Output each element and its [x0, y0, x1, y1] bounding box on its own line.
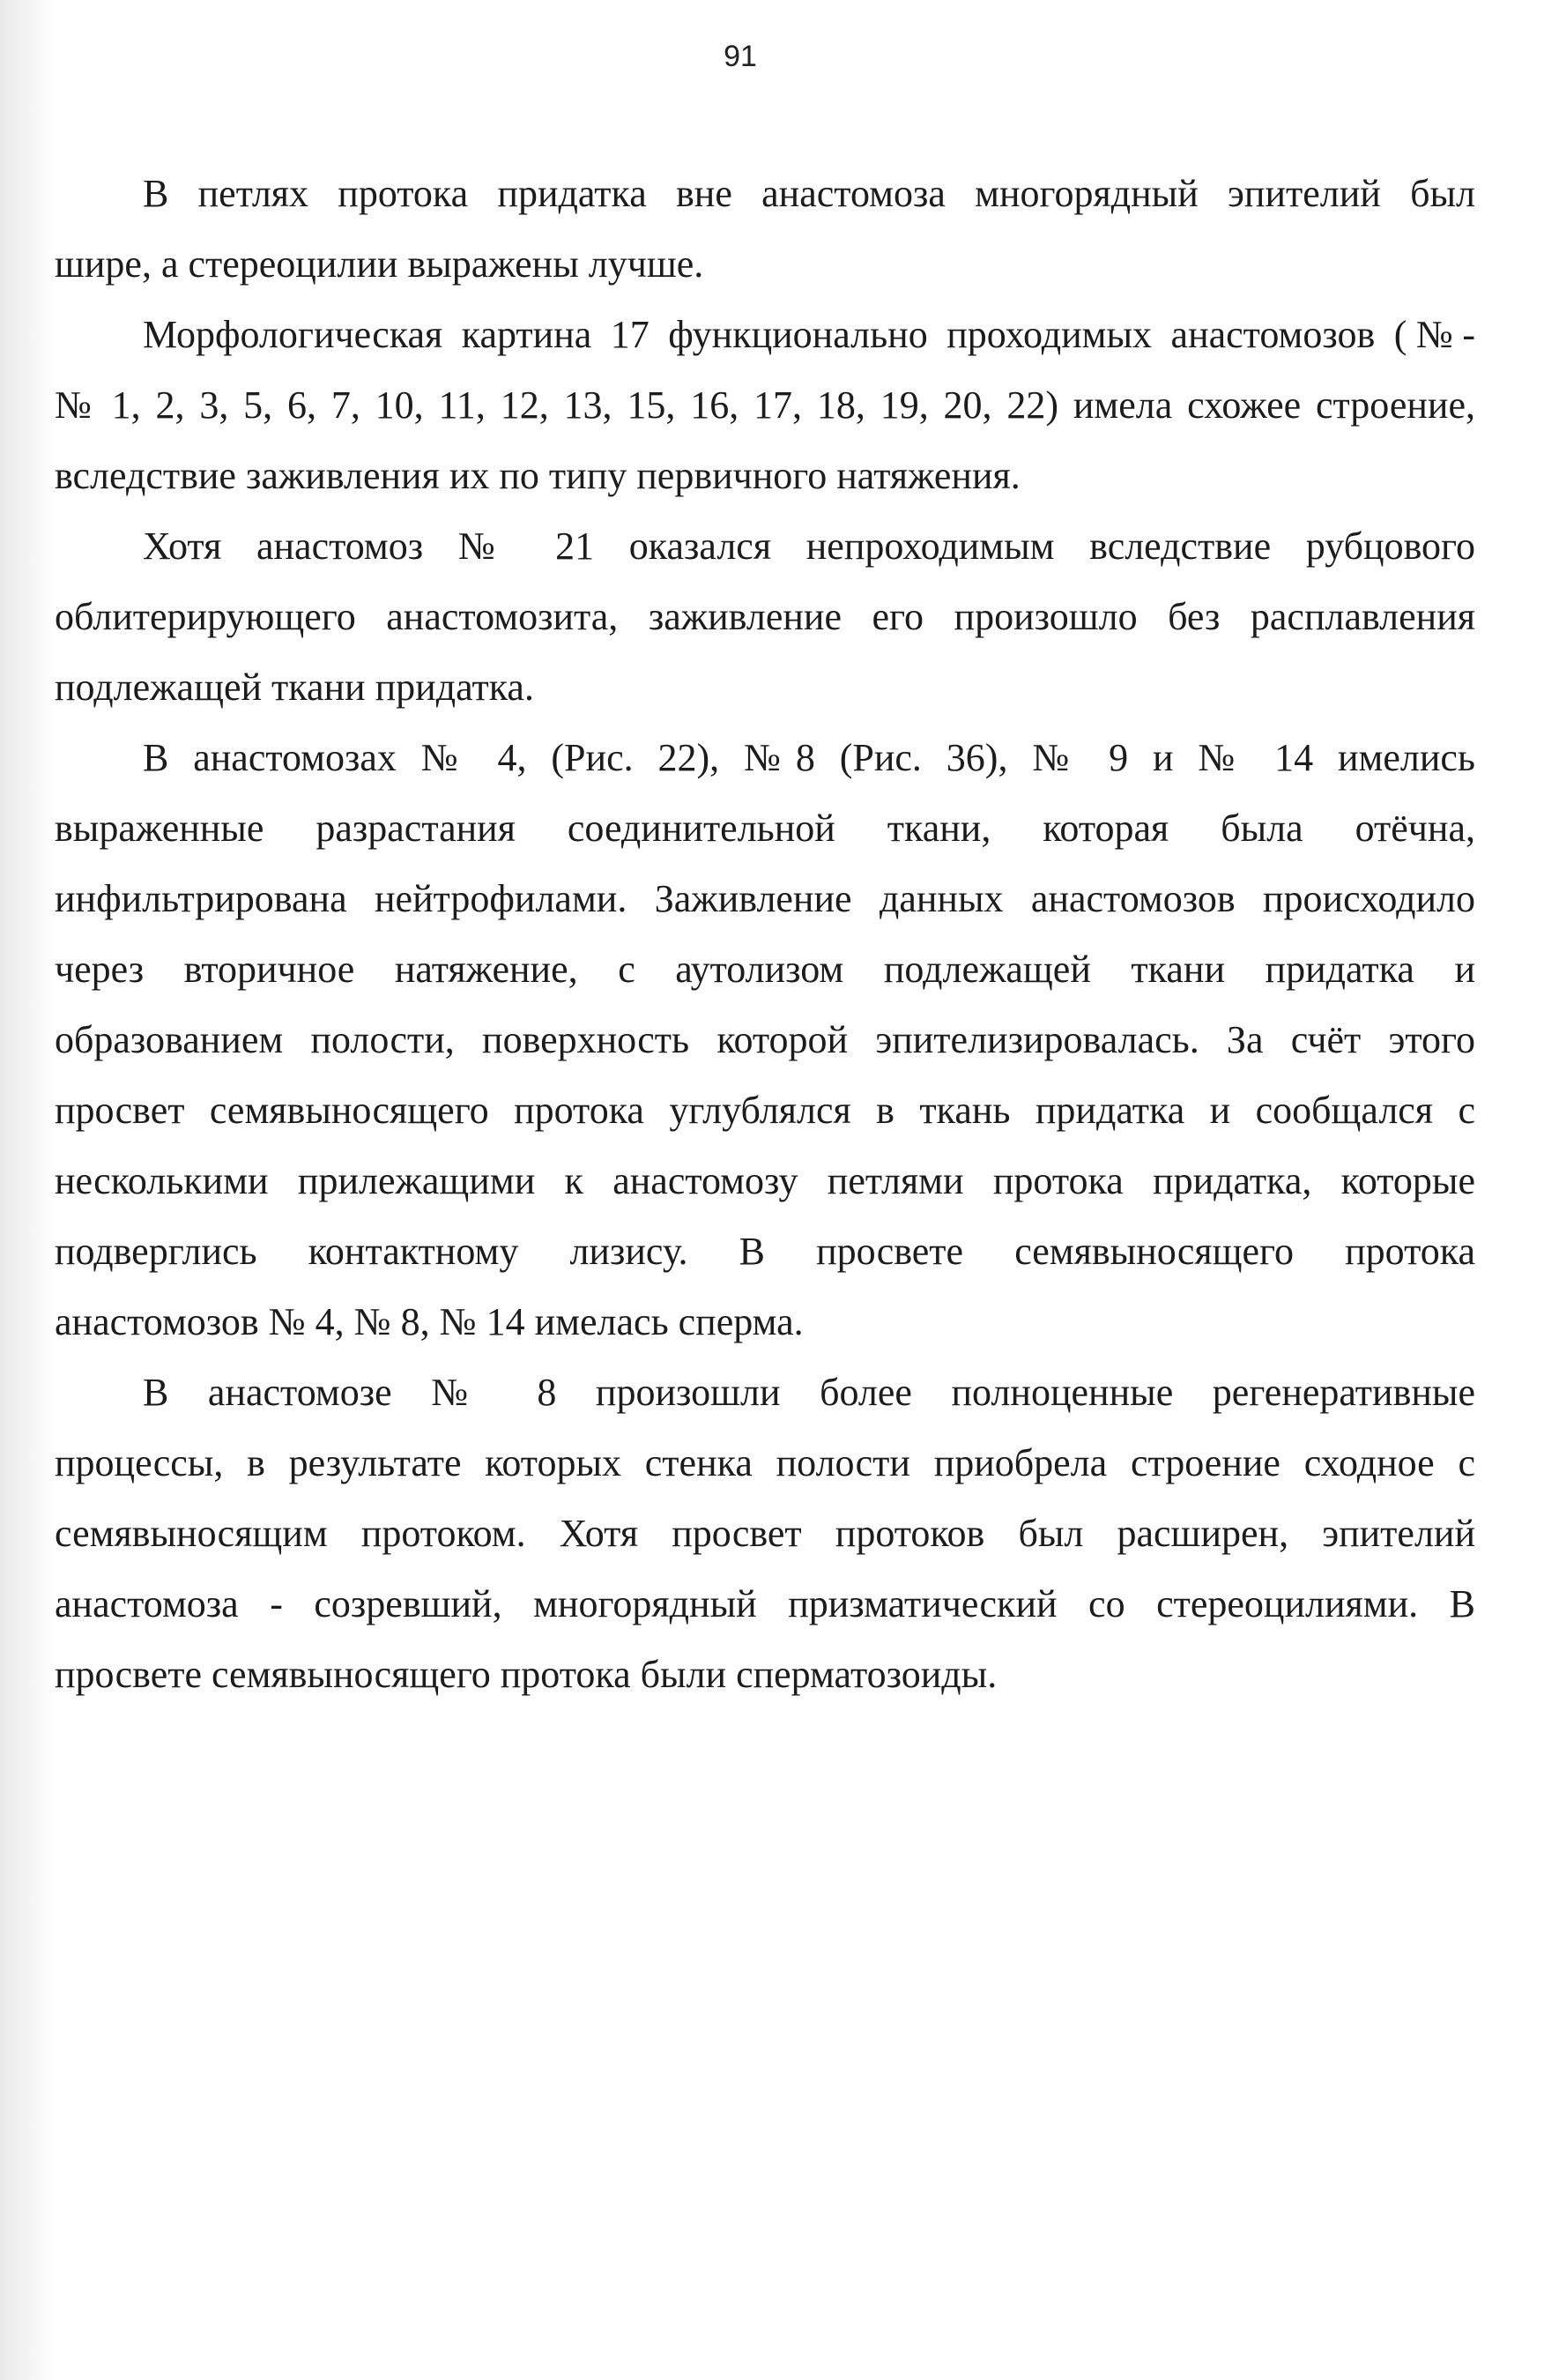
text-line: шире, а стереоцилии выражены лучше.	[55, 242, 704, 286]
text-line: подверглись контактному лизису. В просвете семявыносящего протока	[55, 1230, 1475, 1273]
text-line: облитерирующего анастомозита, заживление его произошло без расплавления	[55, 595, 1475, 638]
text-line: В анастомозе № 8 произошли более полноценные регенеративные	[143, 1371, 1475, 1414]
paragraph-1	[55, 159, 1475, 300]
text-line: просвете семявыносящего протока были сперматозоиды.	[55, 1653, 998, 1696]
paragraph-4	[55, 723, 1475, 1357]
text-line: несколькими прилежащими к анастомозу петлями протока придатка, которые	[55, 1159, 1475, 1202]
text-line: № 1, 2, 3, 5, 6, 7, 10, 11, 12, 13, 15, 16, 17, 18, 19, 20, 22) имела схожее строение,	[55, 383, 1475, 427]
scan-edge-shadow	[0, 0, 55, 2380]
text-line: через вторичное натяжение, с аутолизом подлежащей ткани придатка и	[55, 948, 1475, 991]
text-line: Морфологическая картина 17 функционально проходимых анастомозов (№-	[143, 313, 1475, 356]
text-line: инфильтрирована нейтрофилами. Заживление данных анастомозов происходило	[55, 877, 1475, 920]
text-line: просвет семявыносящего протока углублялся в ткань придатка и сообщался с	[55, 1089, 1475, 1132]
text-line: семявыносящим протоком. Хотя просвет протоков был расширен, эпителий	[55, 1512, 1475, 1555]
paragraph-2	[55, 300, 1475, 511]
text-line: подлежащей ткани придатка.	[55, 666, 534, 709]
paragraph-3	[55, 511, 1475, 723]
document-body	[55, 159, 1475, 1710]
text-line: В анастомозах № 4, (Рис. 22), №8 (Рис. 36), № 9 и № 14 имелись	[143, 736, 1475, 779]
text-line: В петлях протока придатка вне анастомоза многорядный эпителий был	[143, 172, 1475, 215]
paragraph-5	[55, 1357, 1475, 1710]
text-line: образованием полости, поверхность которой эпителизировалась. За счёт этого	[55, 1018, 1475, 1061]
text-line: процессы, в результате которых стенка полости приобрела строение сходное с	[55, 1441, 1475, 1484]
text-line: Хотя анастомоз № 21 оказался непроходимым вследствие рубцового	[143, 524, 1475, 568]
page-number: 91	[724, 40, 757, 73]
text-line: анастомоза - созревший, многорядный призматический со стереоцилиями. В	[55, 1582, 1475, 1625]
text-line: анастомозов № 4, № 8, № 14 имелась сперма.	[55, 1300, 804, 1343]
text-line: выраженные разрастания соединительной ткани, которая была отёчна,	[55, 807, 1475, 850]
text-line: вследствие заживления их по типу первичного натяжения.	[55, 454, 1021, 497]
